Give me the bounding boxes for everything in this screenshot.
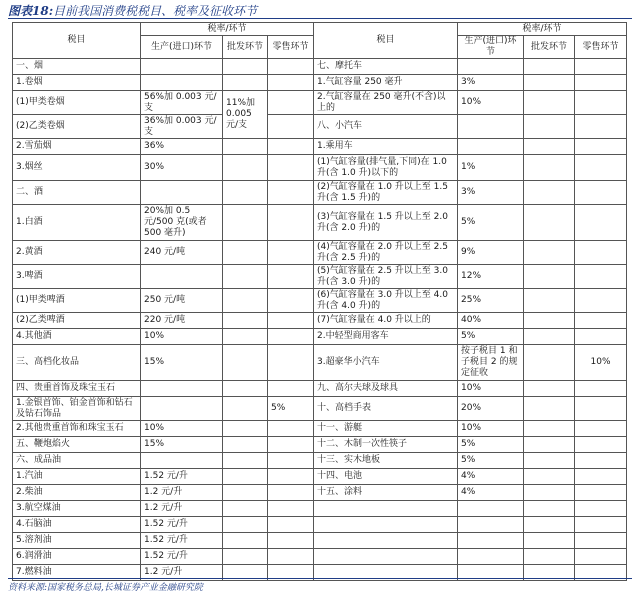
wholesale-cell xyxy=(223,469,268,485)
production-cell: 10% xyxy=(458,421,524,437)
retail-cell xyxy=(575,329,627,345)
item-cell: (5)气缸容量在 2.5 升以上至 3.0 升(含 3.0 升)的 xyxy=(314,265,458,289)
retail-cell xyxy=(268,289,314,313)
item-cell: 2.气缸容量在 250 毫升(不含)以上的 xyxy=(314,91,458,115)
production-cell: 56%加 0.003 元/支 xyxy=(141,91,223,115)
production-cell xyxy=(141,453,223,469)
header-item: 税目 xyxy=(13,23,141,59)
retail-cell xyxy=(575,533,627,549)
retail-cell xyxy=(575,205,627,241)
item-cell: 1.白酒 xyxy=(13,205,141,241)
wholesale-cell xyxy=(524,453,575,469)
retail-cell xyxy=(268,501,314,517)
item-cell: (1)气缸容量(排气量,下同)在 1.0 升(含 1.0 升)以下的 xyxy=(314,155,458,181)
production-cell: 40% xyxy=(458,313,524,329)
production-cell xyxy=(141,75,223,91)
table-row xyxy=(13,437,627,453)
retail-cell xyxy=(575,75,627,91)
item-cell: 6.润滑油 xyxy=(13,549,141,565)
production-cell: 1.2 元/升 xyxy=(141,565,223,581)
retail-cell xyxy=(268,421,314,437)
header-rate-right: 税率/环节 xyxy=(458,23,627,36)
item-cell: 1.卷烟 xyxy=(13,75,141,91)
production-cell xyxy=(141,181,223,205)
header-production: 生产(进口)环节 xyxy=(141,36,223,59)
table-row xyxy=(13,485,627,501)
production-cell: 3% xyxy=(458,181,524,205)
production-cell: 10% xyxy=(458,381,524,397)
wholesale-cell xyxy=(524,549,575,565)
production-cell xyxy=(141,59,223,75)
production-cell xyxy=(458,533,524,549)
table-row xyxy=(13,313,627,329)
figure-title: 图表18:目前我国消费税税目、税率及征收环节 xyxy=(8,4,258,18)
header-production-right: 生产(进口)环节 xyxy=(458,36,524,59)
production-cell: 5% xyxy=(458,437,524,453)
wholesale-cell xyxy=(524,139,575,155)
table-row xyxy=(13,59,627,75)
item-cell: 2.柴油 xyxy=(13,485,141,501)
retail-cell: 10% xyxy=(575,345,627,381)
wholesale-cell xyxy=(524,517,575,533)
retail-cell xyxy=(575,115,627,139)
table-row xyxy=(13,345,627,381)
production-cell: 250 元/吨 xyxy=(141,289,223,313)
wholesale-cell xyxy=(524,155,575,181)
table-row xyxy=(13,329,627,345)
item-cell: 5.溶剂油 xyxy=(13,533,141,549)
table-row xyxy=(13,397,627,421)
wholesale-cell xyxy=(524,115,575,139)
production-cell xyxy=(458,549,524,565)
retail-cell xyxy=(268,181,314,205)
production-cell xyxy=(458,59,524,75)
wholesale-cell xyxy=(524,241,575,265)
item-cell: 2.雪茄烟 xyxy=(13,139,141,155)
footer-divider xyxy=(8,578,632,579)
production-cell: 36% xyxy=(141,139,223,155)
retail-cell xyxy=(575,501,627,517)
production-cell: 36%加 0.003 元/支 xyxy=(141,115,223,139)
production-cell: 5% xyxy=(458,329,524,345)
retail-cell xyxy=(268,453,314,469)
wholesale-cell xyxy=(524,91,575,115)
wholesale-cell xyxy=(524,345,575,381)
production-cell: 1.2 元/升 xyxy=(141,485,223,501)
table-row xyxy=(13,469,627,485)
item-cell: (2)气缸容量在 1.0 升以上至 1.5 升(含 1.5 升)的 xyxy=(314,181,458,205)
header-retail-right: 零售环节 xyxy=(575,36,627,59)
retail-cell xyxy=(575,517,627,533)
item-cell: 十三、实木地板 xyxy=(314,453,458,469)
retail-cell xyxy=(268,91,314,115)
table-row xyxy=(13,501,627,517)
production-cell: 3% xyxy=(458,75,524,91)
header-wholesale: 批发环节 xyxy=(223,36,268,59)
wholesale-cell xyxy=(223,265,268,289)
wholesale-cell xyxy=(524,181,575,205)
retail-cell xyxy=(575,59,627,75)
retail-cell xyxy=(268,329,314,345)
wholesale-cell xyxy=(223,181,268,205)
item-cell: 4.其他酒 xyxy=(13,329,141,345)
item-cell: (1)甲类卷烟 xyxy=(13,91,141,115)
retail-cell xyxy=(268,241,314,265)
retail-cell xyxy=(268,265,314,289)
item-cell: 六、成品油 xyxy=(13,453,141,469)
wholesale-cell xyxy=(223,501,268,517)
item-cell: 3.超豪华小汽车 xyxy=(314,345,458,381)
wholesale-cell xyxy=(524,75,575,91)
production-cell: 1.52 元/升 xyxy=(141,469,223,485)
production-cell: 15% xyxy=(141,345,223,381)
production-cell: 10% xyxy=(458,91,524,115)
item-cell: 十一、游艇 xyxy=(314,421,458,437)
table-row xyxy=(13,181,627,205)
production-cell: 5% xyxy=(458,205,524,241)
retail-cell xyxy=(268,205,314,241)
item-cell: 7.燃料油 xyxy=(13,565,141,581)
table-row xyxy=(13,533,627,549)
header-retail: 零售环节 xyxy=(268,36,314,59)
retail-cell xyxy=(268,533,314,549)
retail-cell xyxy=(268,517,314,533)
table-row xyxy=(13,241,627,265)
retail-cell xyxy=(268,139,314,155)
table-row xyxy=(13,289,627,313)
table-row xyxy=(13,115,627,139)
wholesale-cell xyxy=(524,205,575,241)
production-cell: 10% xyxy=(141,329,223,345)
header-rate: 税率/环节 xyxy=(141,23,314,36)
production-cell xyxy=(141,397,223,421)
retail-cell xyxy=(575,265,627,289)
wholesale-cell xyxy=(524,469,575,485)
retail-cell xyxy=(268,313,314,329)
production-cell: 20% xyxy=(458,397,524,421)
wholesale-cell xyxy=(223,241,268,265)
table-row xyxy=(13,139,627,155)
wholesale-cell xyxy=(524,437,575,453)
item-cell: 2.其他贵重首饰和珠宝玉石 xyxy=(13,421,141,437)
table-row xyxy=(13,91,627,115)
item-cell: (6)气缸容量在 3.0 升以上至 4.0 升(含 4.0 升)的 xyxy=(314,289,458,313)
retail-cell xyxy=(575,437,627,453)
retail-cell xyxy=(575,421,627,437)
item-cell: (4)气缸容量在 2.0 升以上至 2.5 升(含 2.5 升)的 xyxy=(314,241,458,265)
production-cell: 240 元/吨 xyxy=(141,241,223,265)
wholesale-cell xyxy=(223,155,268,181)
wholesale-cell xyxy=(524,265,575,289)
item-cell: 三、高档化妆品 xyxy=(13,345,141,381)
wholesale-cell xyxy=(223,485,268,501)
production-cell xyxy=(458,501,524,517)
wholesale-cell: 11%加 0.005 元/支 xyxy=(223,91,268,139)
production-cell: 220 元/吨 xyxy=(141,313,223,329)
item-cell: 2.黄酒 xyxy=(13,241,141,265)
production-cell: 20%加 0.5 元/500 克(或者500 毫升) xyxy=(141,205,223,241)
production-cell: 30% xyxy=(141,155,223,181)
wholesale-cell xyxy=(524,485,575,501)
retail-cell xyxy=(575,313,627,329)
wholesale-cell xyxy=(223,59,268,75)
wholesale-cell xyxy=(524,329,575,345)
item-cell: (3)气缸容量在 1.5 升以上至 2.0 升(含 2.0 升)的 xyxy=(314,205,458,241)
retail-cell xyxy=(268,437,314,453)
wholesale-cell xyxy=(223,421,268,437)
item-cell: 4.石脑油 xyxy=(13,517,141,533)
wholesale-cell xyxy=(524,421,575,437)
wholesale-cell xyxy=(524,59,575,75)
table-row xyxy=(13,265,627,289)
item-cell: 一、烟 xyxy=(13,59,141,75)
item-cell: 3.烟丝 xyxy=(13,155,141,181)
retail-cell xyxy=(575,453,627,469)
wholesale-cell xyxy=(223,381,268,397)
retail-cell xyxy=(575,181,627,205)
table-row xyxy=(13,205,627,241)
item-cell: 八、小汽车 xyxy=(314,115,458,139)
production-cell: 1.52 元/升 xyxy=(141,517,223,533)
wholesale-cell xyxy=(524,397,575,421)
retail-cell xyxy=(575,397,627,421)
wholesale-cell xyxy=(524,381,575,397)
item-cell: (1)甲类啤酒 xyxy=(13,289,141,313)
table-row xyxy=(13,549,627,565)
wholesale-cell xyxy=(223,205,268,241)
item-cell: 七、摩托车 xyxy=(314,59,458,75)
retail-cell xyxy=(575,485,627,501)
production-cell: 25% xyxy=(458,289,524,313)
item-cell: 十五、涂料 xyxy=(314,485,458,501)
item-cell xyxy=(314,549,458,565)
retail-cell xyxy=(575,469,627,485)
item-cell: (7)气缸容量在 4.0 升以上的 xyxy=(314,313,458,329)
wholesale-cell xyxy=(223,313,268,329)
item-cell xyxy=(314,517,458,533)
wholesale-cell xyxy=(223,453,268,469)
item-cell: 3.啤酒 xyxy=(13,265,141,289)
table-row xyxy=(13,155,627,181)
item-cell: 3.航空煤油 xyxy=(13,501,141,517)
wholesale-cell xyxy=(223,329,268,345)
table-row xyxy=(13,421,627,437)
retail-cell xyxy=(575,241,627,265)
table-row xyxy=(13,75,627,91)
retail-cell xyxy=(575,549,627,565)
table-row xyxy=(13,517,627,533)
production-cell xyxy=(141,265,223,289)
table-row xyxy=(13,453,627,469)
wholesale-cell xyxy=(223,139,268,155)
retail-cell xyxy=(268,469,314,485)
retail-cell xyxy=(575,381,627,397)
production-cell: 12% xyxy=(458,265,524,289)
wholesale-cell xyxy=(223,533,268,549)
item-cell: 九、高尔夫球及球具 xyxy=(314,381,458,397)
wholesale-cell xyxy=(223,437,268,453)
wholesale-cell xyxy=(223,289,268,313)
retail-cell xyxy=(268,345,314,381)
item-cell: 1.气缸容量 250 毫升 xyxy=(314,75,458,91)
header-item-right: 税目 xyxy=(314,23,458,59)
item-cell: 1.乘用车 xyxy=(314,139,458,155)
table-row xyxy=(13,381,627,397)
item-cell: 2.中轻型商用客车 xyxy=(314,329,458,345)
retail-cell xyxy=(268,115,314,139)
title-divider xyxy=(8,18,632,19)
production-cell: 1% xyxy=(458,155,524,181)
wholesale-cell xyxy=(223,345,268,381)
production-cell: 15% xyxy=(141,437,223,453)
wholesale-cell xyxy=(223,517,268,533)
production-cell: 4% xyxy=(458,469,524,485)
item-cell: 1.汽油 xyxy=(13,469,141,485)
item-cell: 十二、木制一次性筷子 xyxy=(314,437,458,453)
item-cell: (2)乙类啤酒 xyxy=(13,313,141,329)
production-cell xyxy=(458,517,524,533)
production-cell xyxy=(141,381,223,397)
retail-cell xyxy=(575,139,627,155)
production-cell xyxy=(458,115,524,139)
item-cell: (2)乙类卷烟 xyxy=(13,115,141,139)
production-cell: 9% xyxy=(458,241,524,265)
retail-cell xyxy=(268,155,314,181)
source-note: 资料来源:国家税务总局,长城证券产业金融研究院 xyxy=(8,583,203,593)
production-cell: 4% xyxy=(458,485,524,501)
production-cell: 按子税目 1 和子税目 2 的规定征收 xyxy=(458,345,524,381)
header-row xyxy=(13,23,627,36)
item-cell xyxy=(314,533,458,549)
production-cell: 1.52 元/升 xyxy=(141,533,223,549)
item-cell xyxy=(314,501,458,517)
item-cell: 五、鞭炮焰火 xyxy=(13,437,141,453)
consumption-tax-table xyxy=(12,22,627,581)
production-cell: 1.2 元/升 xyxy=(141,501,223,517)
retail-cell xyxy=(268,381,314,397)
retail-cell xyxy=(268,549,314,565)
retail-cell xyxy=(268,485,314,501)
wholesale-cell xyxy=(524,313,575,329)
header-wholesale-right: 批发环节 xyxy=(524,36,575,59)
wholesale-cell xyxy=(524,289,575,313)
retail-cell xyxy=(268,59,314,75)
retail-cell xyxy=(268,75,314,91)
wholesale-cell xyxy=(524,533,575,549)
retail-cell xyxy=(575,91,627,115)
retail-cell xyxy=(575,155,627,181)
wholesale-cell xyxy=(223,75,268,91)
production-cell: 1.52 元/升 xyxy=(141,549,223,565)
retail-cell: 5% xyxy=(268,397,314,421)
item-cell: 十、高档手表 xyxy=(314,397,458,421)
item-cell: 四、贵重首饰及珠宝玉石 xyxy=(13,381,141,397)
item-cell: 二、酒 xyxy=(13,181,141,205)
wholesale-cell xyxy=(524,501,575,517)
wholesale-cell xyxy=(223,549,268,565)
production-cell: 10% xyxy=(141,421,223,437)
production-cell xyxy=(458,139,524,155)
wholesale-cell xyxy=(223,397,268,421)
retail-cell xyxy=(575,289,627,313)
item-cell: 1.金银首饰、铂金首饰和钻石及钻石饰品 xyxy=(13,397,141,421)
production-cell: 5% xyxy=(458,453,524,469)
item-cell: 十四、电池 xyxy=(314,469,458,485)
